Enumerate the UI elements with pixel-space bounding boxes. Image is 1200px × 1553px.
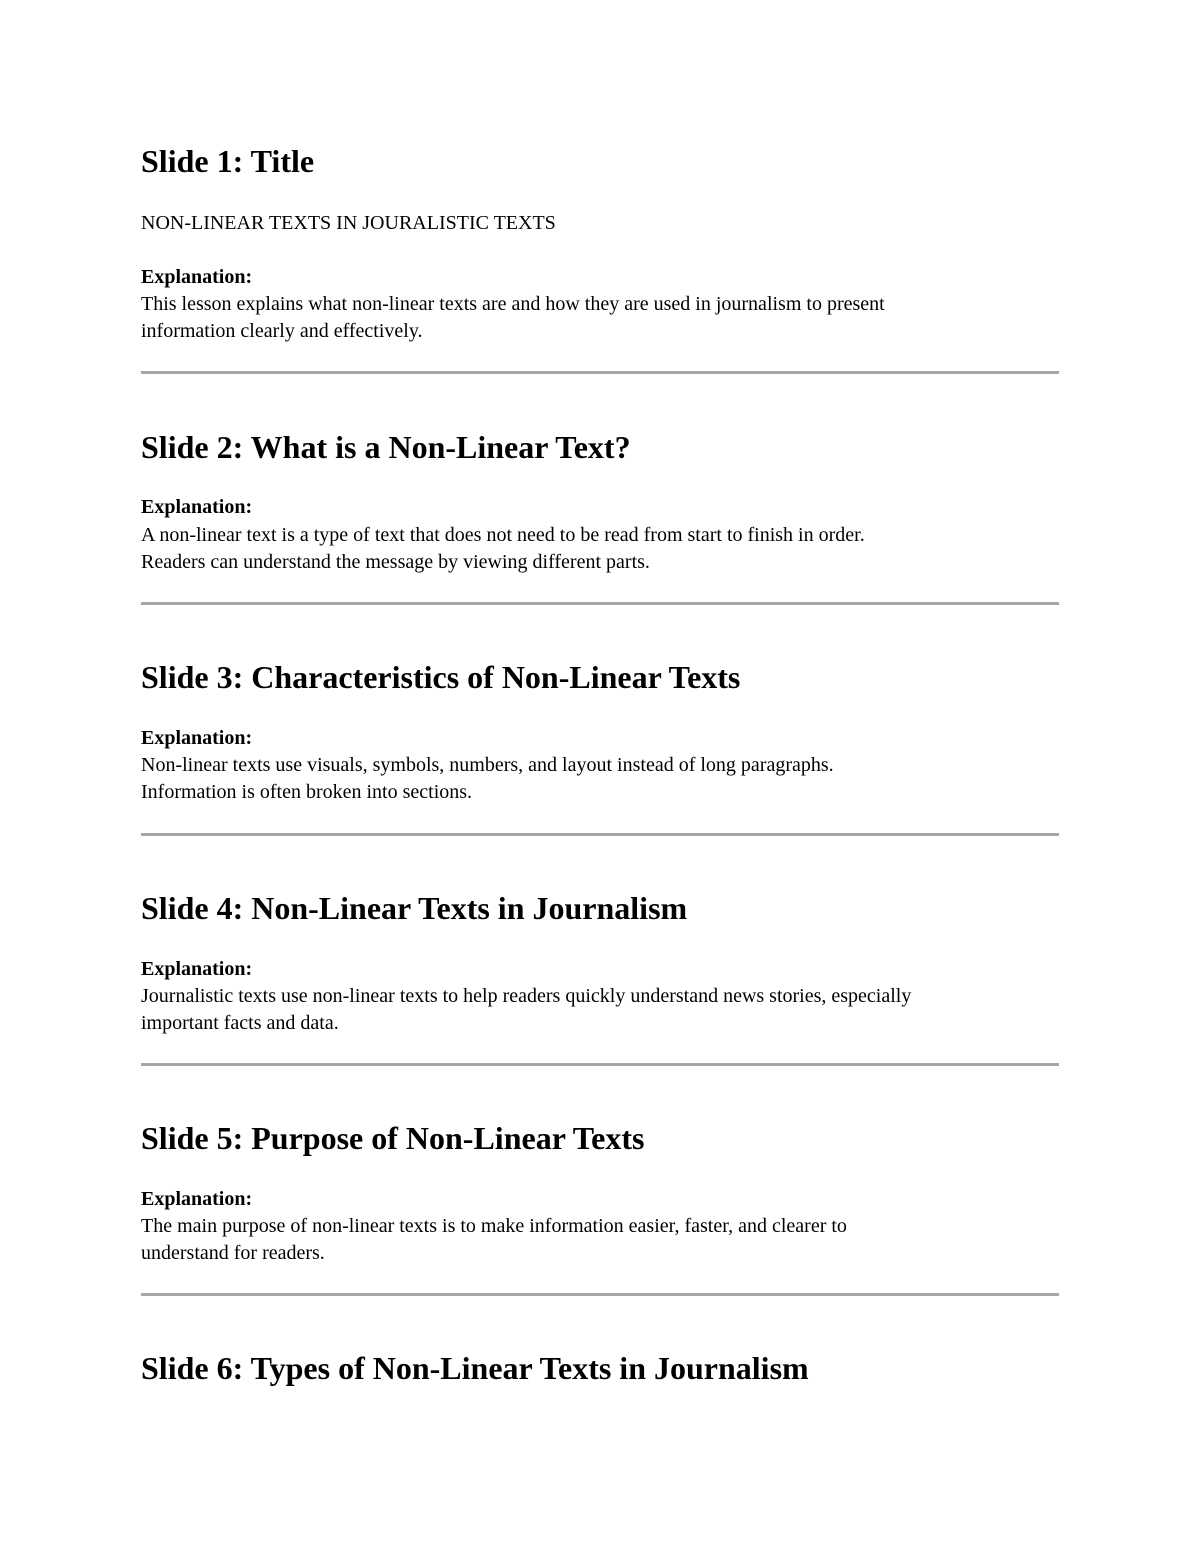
slide-2-explanation-label: Explanation: [141,496,253,518]
slide-3-section [141,658,1059,803]
slide-1-explanation-line-1: This lesson explains what non-linear texts are and how they are used in journalism to present [141,293,885,315]
slide-5-explanation-line-1: The main purpose of non-linear texts is to make information easier, faster, and clearer to [141,1215,847,1237]
slide-1-subtitle: NON-LINEAR TEXTS IN JOURALISTIC TEXTS [141,212,556,234]
slide-1-divider [141,371,1059,374]
slide-6-heading: Slide 6: Types of Non-Linear Texts in Journalism [141,1350,809,1386]
slide-5-explanation-line-2: understand for readers. [141,1242,325,1264]
slide-1-section [141,142,1059,342]
slide-1-explanation-line-2: information clearly and effectively. [141,320,423,342]
slide-4-explanation-label: Explanation: [141,958,253,980]
slide-1-heading: Slide 1: Title [141,143,315,179]
slide-5-section [141,1119,1059,1264]
slide-5-explanation-label: Explanation: [141,1188,253,1210]
slide-5-divider [141,1293,1059,1296]
slide-4-heading: Slide 4: Non-Linear Texts in Journalism [141,890,688,926]
slide-2-explanation-line-1: A non-linear text is a type of text that does not need to be read from start to finish in order. [141,524,865,546]
slide-3-explanation-line-1: Non-linear texts use visuals, symbols, numbers, and layout instead of long paragraphs. [141,754,834,776]
slide-1-explanation-label: Explanation: [141,266,253,288]
slide-2-section [141,428,1059,573]
slide-3-explanation-line-2: Information is often broken into sections. [141,781,473,803]
slide-4-divider [141,1063,1059,1066]
slide-4-explanation-line-1: Journalistic texts use non-linear texts to help readers quickly understand news stories, especially [141,985,912,1007]
slide-3-heading: Slide 3: Characteristics of Non-Linear Texts [141,659,741,695]
slide-5-heading: Slide 5: Purpose of Non-Linear Texts [141,1120,645,1156]
slide-2-heading: Slide 2: What is a Non-Linear Text? [141,429,631,465]
slide-2-divider [141,602,1059,605]
slide-4-explanation-line-2: important facts and data. [141,1012,339,1034]
slide-3-explanation-label: Explanation: [141,727,253,749]
slide-2-explanation-line-2: Readers can understand the message by viewing different parts. [141,551,650,573]
slide-3-divider [141,833,1059,836]
slide-4-section [141,889,1059,1034]
slide-6-section [141,1349,1059,1387]
